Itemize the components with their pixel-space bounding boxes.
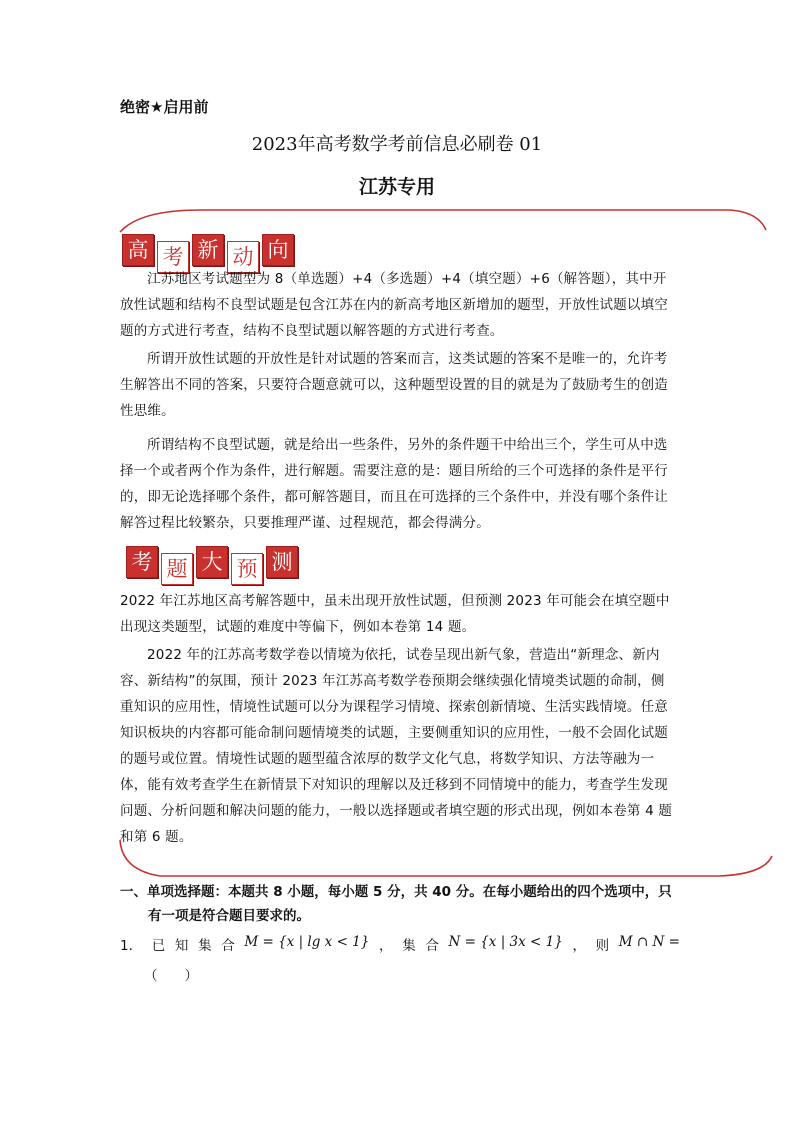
question-word: 知 xyxy=(174,938,189,954)
banner-char: 新 xyxy=(192,234,224,266)
question-word: 已 xyxy=(151,938,166,954)
banner-char: 动 xyxy=(227,241,259,273)
banner-char: 预 xyxy=(231,553,263,585)
banner-exam-forecast xyxy=(126,546,301,585)
question-word: 合 xyxy=(425,938,439,954)
intersection-expression: M ∩ N = xyxy=(618,934,680,950)
question-number: 1． xyxy=(120,938,143,954)
heading-line-1: 一、单项选择题：本题共 8 小题，每小题 5 分，共 40 分。在每小题给出的四个选项中，只 xyxy=(120,884,672,900)
question-word: 集 xyxy=(402,938,416,954)
heading-line-2: 有一项是符合题目要求的。 xyxy=(148,908,310,924)
banner-char: 测 xyxy=(266,546,298,578)
section-heading-single-choice xyxy=(120,880,680,928)
banner-char: 高 xyxy=(122,234,154,266)
question-word: 合 xyxy=(221,938,235,954)
question-punct: ， xyxy=(379,938,393,954)
banner-char: 题 xyxy=(161,553,193,585)
section2-paragraph-2: 2022 年的江苏高考数学卷以情境为依托，试卷呈现出新气象，营造出“新理念、新内容、新结构”的氛围，预计 2023 年江苏高考数学卷预期会继续强化情境类试题的命制，侧重知识的应用性，情境性试题可以分为课程学习情境、探索创新情境、生活实践情境。任意知识板块的内容都可能命制问题情境类的试题，主要侧重知识的应用性，一般不会固化试题的题号或位置。情境性试题的题型蕴含浓厚的数学文化气息，将数学知识、方法等融为一体，能有效考查学生在新情景下对知识的理解以及迁移到不同情境中的能力，考查学生发现问题、分析问题和解决问题的能力，一般以选择题或者填空题的形式出现，例如本卷第 4 题和第 6 题。 xyxy=(120,647,673,845)
question-word: 集 xyxy=(198,938,212,954)
banner-char: 考 xyxy=(126,546,158,578)
paper-subtitle: 江苏专用 xyxy=(358,176,435,198)
question-word: 则 xyxy=(595,938,610,954)
confidential-label: 绝密★启用前 xyxy=(120,98,209,116)
set-n-definition: N = {x | 3x < 1} xyxy=(448,934,563,950)
section2-paragraph-1: 2022 年江苏地区高考解答题中，虽未出现开放性试题，但预测 2023 年可能会在填空题中出现这类题型，试题的难度中等偏下，例如本卷第 14 题。 xyxy=(120,593,670,635)
banner-char: 考 xyxy=(157,241,189,273)
question-punct: ， xyxy=(572,938,586,954)
banner-char: 大 xyxy=(196,546,228,578)
answer-blank: （ ） xyxy=(144,968,198,984)
question-1 xyxy=(120,934,680,954)
paper-title: 2023年高考数学考前信息必刷卷 01 xyxy=(251,134,543,155)
set-m-definition: M = {x | lg x < 1} xyxy=(244,934,370,950)
banner-char: 向 xyxy=(262,234,294,266)
section1-paragraph-2: 所谓开放性试题的开放性是针对试题的答案而言，这类试题的答案不是唯一的，允许考生解答出不同的答案，只要符合题意就可以，这种题型设置的目的就是为了鼓励考生的创造性思维。 xyxy=(120,351,668,419)
section1-paragraph-3: 所谓结构不良型试题，就是给出一些条件，另外的条件题干中给出三个，学生可从中选择一个或者两个作为条件，进行解题。需要注意的是：题目所给的三个可选择的条件是平行的，即无论选择哪个条件，都可解答题目，而且在可选择的三个条件中，并没有哪个条件让解答过程比较繁杂，只要推理严谨、过程规范，都会得满分。 xyxy=(120,437,668,531)
section1-paragraph-1: 江苏地区考试题型为 8（单选题）+4（多选题）+4（填空题）+6（解答题），其中开放性试题和结构不良型试题是包含江苏在内的新高考地区新增加的题型，开放性试题以填空题的方式进行考查，结构不良型试题以解答题的方式进行考查。 xyxy=(120,271,668,339)
